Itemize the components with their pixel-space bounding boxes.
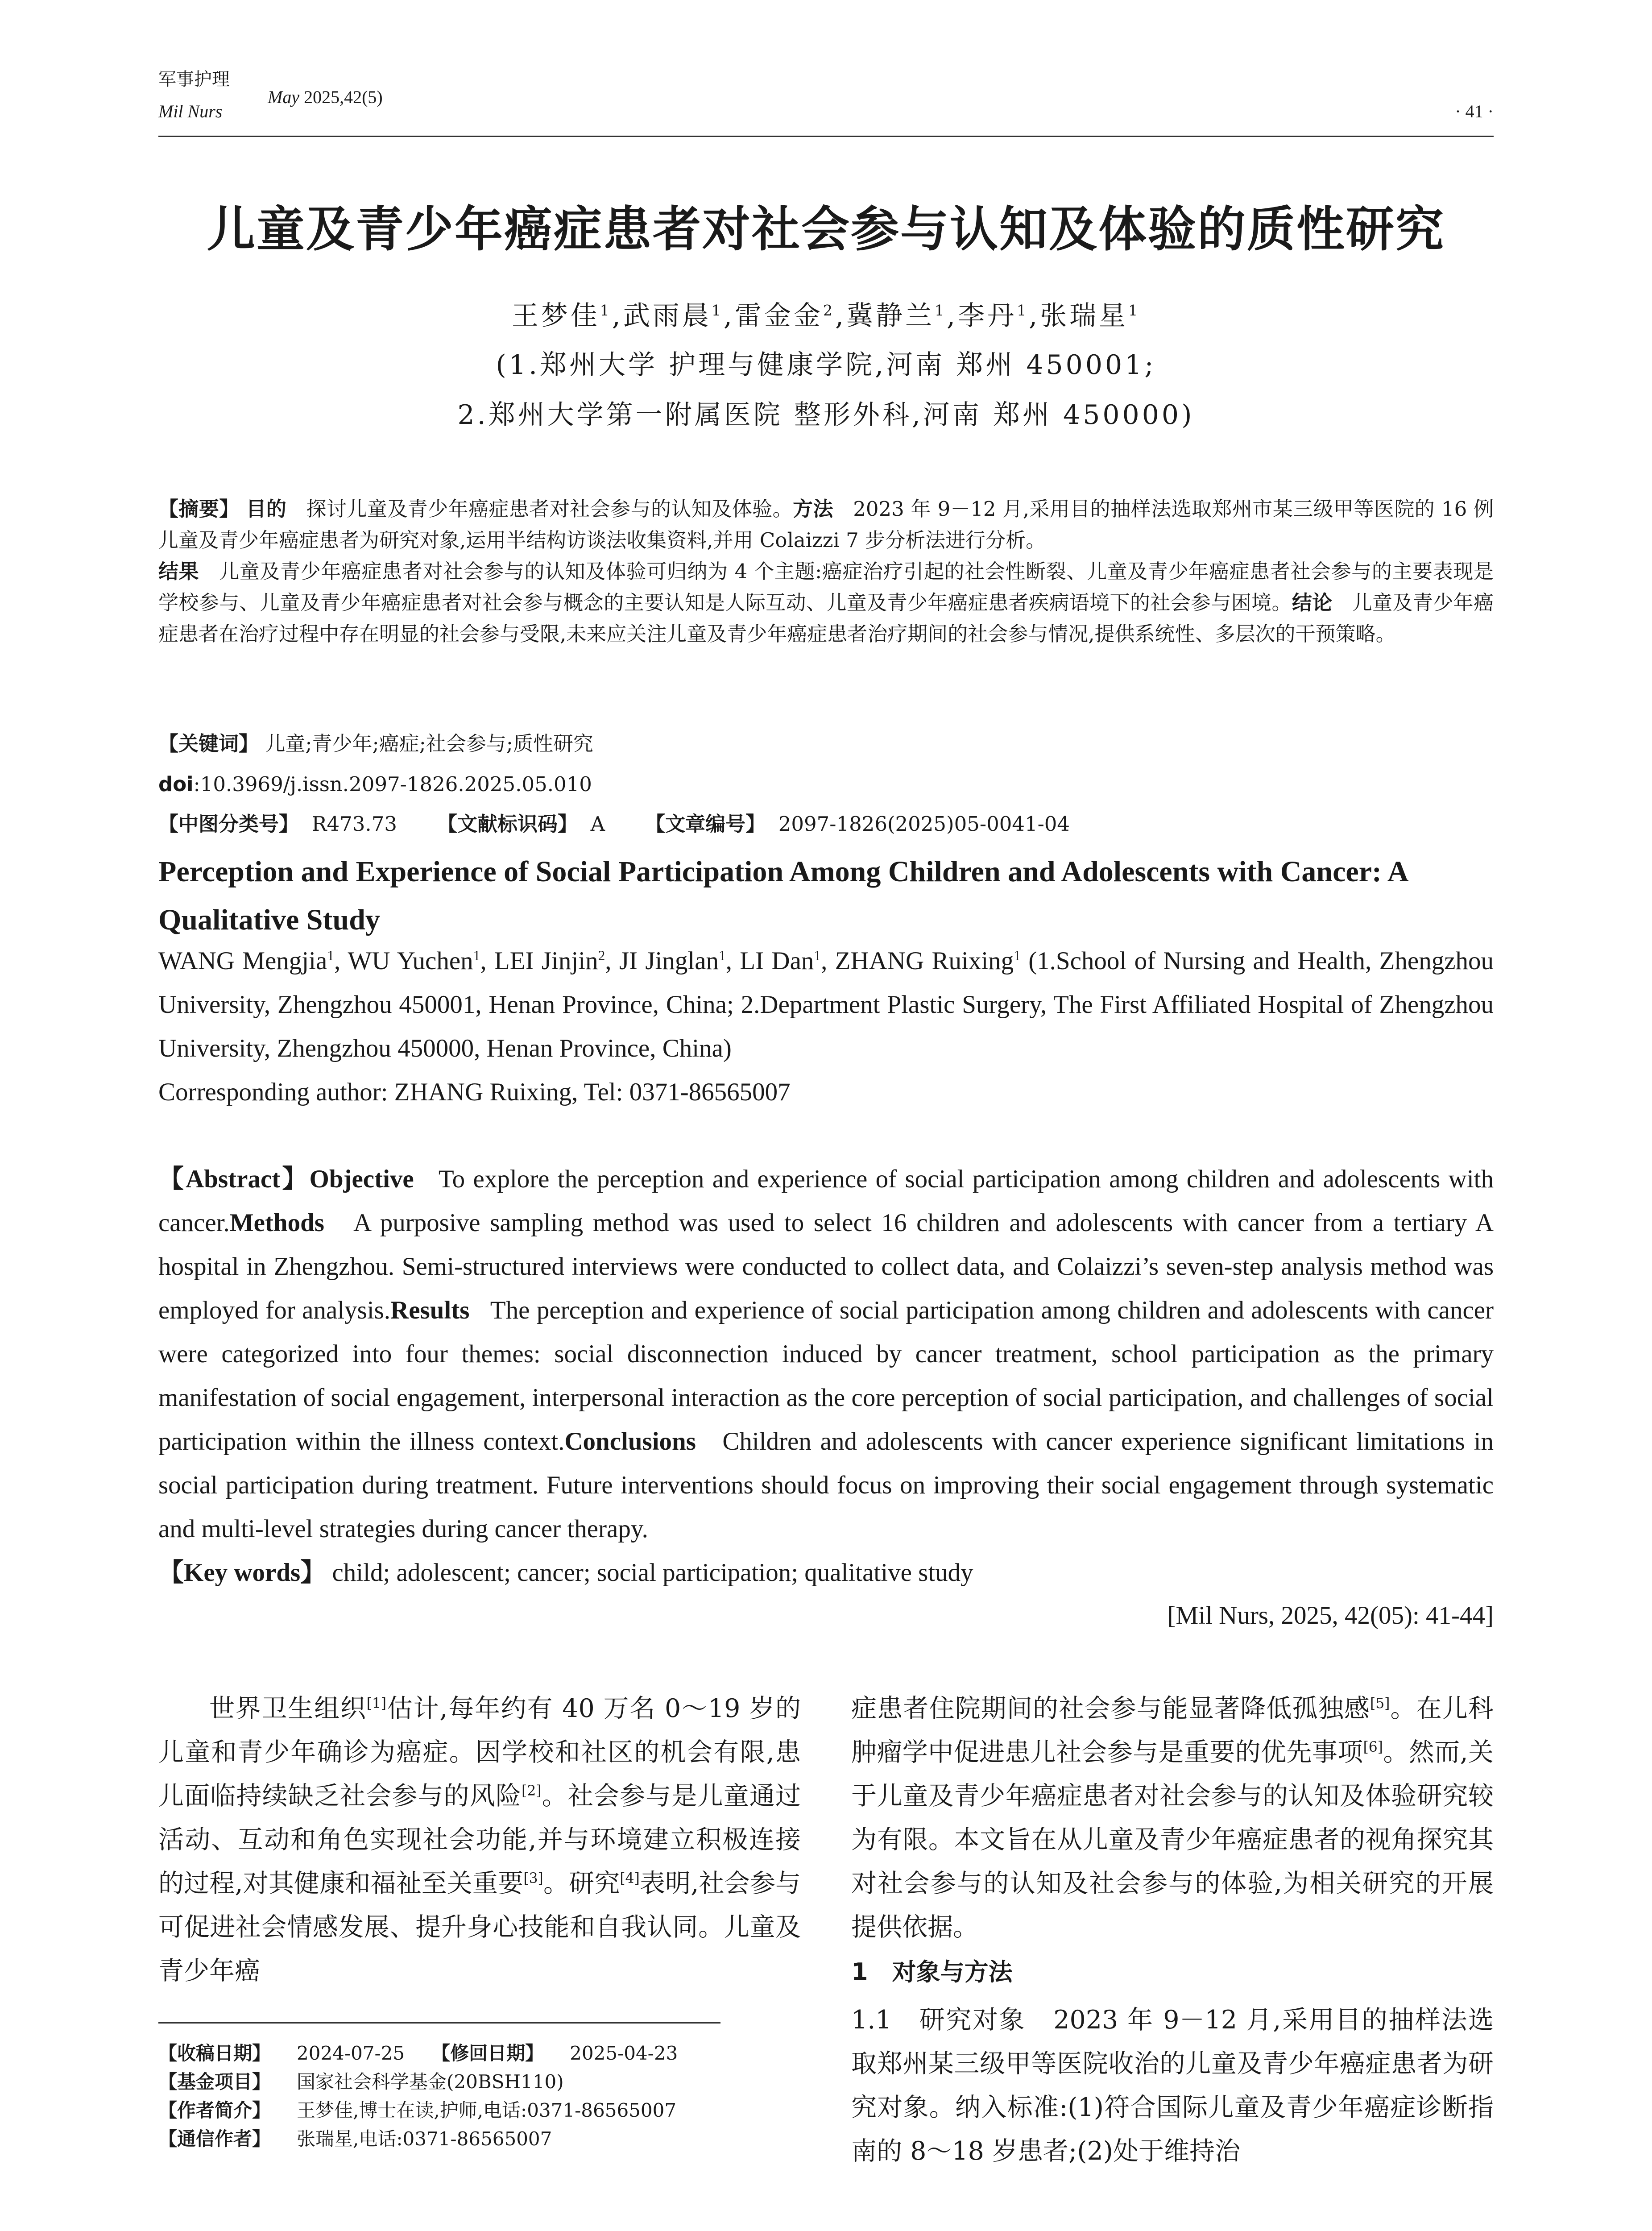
author-name: 李丹 — [958, 300, 1017, 332]
issue-info — [268, 85, 383, 110]
objective-en-label: Objective — [309, 1165, 414, 1193]
methods-en-label: Methods — [229, 1209, 324, 1237]
clc-value: R473.73 — [311, 812, 397, 836]
doi-value: :10.3969/j.issn.2097-1826.2025.05.010 — [193, 772, 592, 796]
author-en-name: WU Yuchen — [348, 947, 473, 975]
body-text: 。社会参与是儿童通过活动、互动和角色实现社会功能,并与环境建立积极连接的过程,对其健康和福祉至关重要 — [158, 1781, 801, 1898]
author-en-affiliation-mark: 1 — [719, 948, 726, 963]
author-en-name: ZHANG Ruixing — [835, 947, 1014, 975]
subsection-title: 1.1 研究对象 — [851, 2005, 1026, 2035]
body-text: 。然而,关于儿童及青少年癌症患者对社会参与的认知及体验研究较为有限。本文旨在从儿童及青少年癌症患者的视角探究其对社会参与的认知及社会参与的体验,为相关研究的开展提供依据。 — [851, 1738, 1494, 1942]
reference-mark: [2] — [522, 1783, 542, 1799]
header-rule — [158, 136, 1494, 137]
body-left-column — [158, 1687, 801, 1993]
article-number-value: 2097-1826(2025)05-0041-04 — [778, 812, 1070, 836]
keywords-value: 儿童;青少年;癌症;社会参与;质性研究 — [265, 732, 593, 755]
article-number-label: 【文章编号】 — [645, 812, 766, 836]
conclusion-label: 结论 — [1292, 591, 1333, 614]
results-text: 儿童及青少年癌症患者对社会参与的认知及体验可归纳为 4 个主题:癌症治疗引起的社会性断裂、儿童及青少年癌症患者社会参与的主要表现是学校参与、儿童及青少年癌症患者对社会参与概念的主要认知是人际互动、儿童及青少年癌症患者疾病语境下的社会参与困境。 — [158, 560, 1494, 614]
subsection-text: 2023 年 9－12 月,采用目的抽样法选取郑州某三级甲等医院收治的儿童及青少年癌症患者为研究对象。纳入标准:(1)符合国际儿童及青少年癌症诊断指南的 8～18 岁患者;(2)处于维持治 — [851, 2005, 1494, 2166]
results-en-text: The perception and experience of social participation among children and adolescents with cancer were categorized into four themes: social disconnection induced by cancer treatment, school participation as the primary manifestation of social engagement, interpersonal interaction as the core perception of social participation, and challenges of social participation within the illness context. — [158, 1296, 1494, 1456]
author-affiliation-mark: 1 — [935, 302, 947, 319]
author-en-name: LI Dan — [740, 947, 814, 975]
author-affiliation-mark: 1 — [1017, 302, 1029, 319]
keywords-en — [158, 1551, 1494, 1595]
author-en-affiliation-mark: 1 — [473, 948, 480, 963]
body-text: 。在儿科肿瘤学中促进患儿社会参与是重要的优先事项 — [851, 1694, 1494, 1767]
author-name: 冀静兰 — [846, 300, 935, 332]
author-affiliation-mark: 1 — [600, 302, 612, 319]
author-bio-value: 王梦佳,博士在读,护师,电话:0371-86565007 — [297, 2099, 677, 2121]
reference-mark: [6] — [1363, 1739, 1383, 1755]
section-heading: 1 对象与方法 — [851, 1958, 1013, 1986]
doc-code-label: 【文献标识码】 — [437, 812, 578, 836]
conclusion-text: 儿童及青少年癌症患者在治疗过程中存在明显的社会参与受限,未来应关注儿童及青少年癌症患者治疗期间的社会参与情况,提供系统性、多层次的干预策略。 — [158, 591, 1494, 646]
revised-date: 2025-04-23 — [570, 2042, 678, 2064]
english-author-names: WANG Mengjia$^1$, WU Yuchen$^1$, LEI Jinjin$^2$, JI Jinglan$^1$, LI Dan$^1$, ZHANG Ruixing$^1$ — [158, 947, 1021, 975]
author-en-affiliation-mark: 1 — [814, 948, 821, 963]
body-text: 世界卫生组织 — [209, 1694, 367, 1723]
results-label: 结果 — [158, 560, 199, 583]
citation: [Mil Nurs, 2025, 42(05): 41-44] — [1167, 1601, 1494, 1630]
footnote-fund — [158, 2068, 678, 2096]
author-name: 武雨晨 — [623, 300, 712, 332]
abstract-label: 【摘要】 — [158, 497, 240, 521]
abstract-en — [158, 1157, 1494, 1551]
clc-label: 【中图分类号】 — [158, 812, 299, 836]
doi — [158, 769, 1494, 800]
author-en-name: JI Jinglan — [619, 947, 719, 975]
journal-name: 军事护理 — [158, 69, 230, 90]
footnote-corresponding — [158, 2125, 678, 2153]
english-authors — [158, 939, 1494, 1114]
objective-text: 探讨儿童及青少年癌症患者对社会参与的认知及体验。 — [306, 497, 793, 521]
footnote-author — [158, 2096, 678, 2125]
subsection-paragraph — [851, 1998, 1494, 2173]
author-en-affiliation-mark: 1 — [327, 948, 334, 963]
received-label: 【收稿日期】 — [158, 2042, 271, 2064]
conclusions-en-text: Children and adolescents with cancer experience significant limitations in social participation during treatment. Future interventions should focus on improving their social engagement through systematic and multi-level strategies during cancer therapy. — [158, 1427, 1494, 1543]
reference-mark: [3] — [523, 1870, 543, 1887]
issue-volume: 2025,42(5) — [304, 87, 383, 107]
objective-label: 目的 — [246, 497, 287, 521]
results-en-label: Results — [390, 1296, 470, 1324]
page-number: · 41 · — [1455, 101, 1494, 121]
keywords-cn — [158, 728, 1494, 759]
author-en-name: WANG Mengjia — [158, 947, 327, 975]
footnote-rule — [158, 2022, 720, 2024]
methods-en-text: A purposive sampling method was used to select 16 children and adolescents with cancer from a tertiary A hospital in Zhengzhou. Semi-structured interviews were conducted to collect data, and Colaizzi’s seven-step analysis method was employed for analysis. — [158, 1209, 1494, 1324]
author-en-affiliation-mark: 1 — [1014, 948, 1021, 963]
author-en-affiliation-mark: 2 — [598, 948, 605, 963]
affiliation-2: 2.郑州大学第一附属医院 整形外科,河南 郑州 450000) — [457, 399, 1195, 431]
author-list: 王梦佳$^1$,武雨晨$^1$,雷金金$^2$,冀静兰$^1$,李丹$^1$,张瑞星$^1$ — [511, 300, 1141, 332]
body-text: 症患者住院期间的社会参与能显著降低孤独感 — [851, 1694, 1370, 1723]
body-text: 表明,社会参与可促进社会情感发展、提升身心技能和自我认同。儿童及青少年癌 — [158, 1869, 801, 1986]
corresponding-label: 【通信作者】 — [158, 2128, 271, 2150]
objective-en-text: To explore the perception and experience of social participation among children and adolescents with cancer. — [158, 1165, 1494, 1237]
english-affiliations: (1.School of Nursing and Health, Zhengzhou University, Zhengzhou 450001, Henan Province, China; 2.Department Plastic Surgery, The First Affiliated Hospital of Zhengzhou University, Zhengzhou 450000, Henan Province, China) — [158, 947, 1494, 1062]
keywords-label: 【关键词】 — [158, 732, 259, 755]
author-name: 雷金金 — [734, 300, 823, 332]
author-name: 张瑞星 — [1040, 300, 1129, 332]
methods-label: 方法 — [793, 497, 833, 521]
reference-mark: [1] — [366, 1696, 387, 1712]
author-affiliation-mark: 1 — [1128, 302, 1141, 319]
classification — [158, 809, 1494, 840]
corresponding-value: 张瑞星,电话:0371-86565007 — [297, 2128, 552, 2150]
conclusions-en-label: Conclusions — [564, 1427, 696, 1456]
affiliation-1: (1.郑州大学 护理与健康学院,河南 郑州 450001; — [496, 349, 1156, 381]
received-date: 2024-07-25 — [297, 2042, 405, 2064]
english-title: Perception and Experience of Social Participation Among Children and Adolescents with Cancer: A Qualitative Study — [158, 855, 1407, 936]
doc-code-value: A — [590, 812, 605, 836]
revised-label: 【修回日期】 — [431, 2042, 544, 2064]
footnote-dates — [158, 2039, 678, 2068]
body-right-column — [851, 1687, 1494, 1949]
article-title: 儿童及青少年癌症患者对社会参与认知及体验的质性研究 — [207, 202, 1445, 257]
keywords-en-value: child; adolescent; cancer; social participation; qualitative study — [332, 1559, 973, 1587]
abstract-en-label: 【Abstract】 — [158, 1165, 310, 1193]
author-affiliation-mark: 2 — [823, 302, 835, 319]
author-bio-label: 【作者简介】 — [158, 2099, 271, 2121]
author-affiliation-mark: 1 — [711, 302, 724, 319]
doi-label: doi — [158, 772, 194, 796]
keywords-en-label: 【Key words】 — [158, 1559, 326, 1587]
fund-value: 国家社会科学基金(20BSH110) — [297, 2071, 564, 2093]
reference-mark: [5] — [1370, 1696, 1390, 1712]
body-text: 。研究 — [543, 1869, 620, 1898]
author-name: 王梦佳 — [511, 300, 600, 332]
footnotes — [158, 2039, 678, 2153]
journal-abbreviation: Mil Nurs — [158, 101, 223, 121]
abstract-cn — [158, 493, 1494, 650]
author-en-name: LEI Jinjin — [494, 947, 598, 975]
issue-month: May — [268, 87, 300, 107]
methods-text: 2023 年 9－12 月,采用目的抽样法选取郑州市某三级甲等医院的 16 例儿童及青少年癌症患者为研究对象,运用半结构访谈法收集资料,并用 Colaizzi 7 步分析法进行分析。 — [158, 497, 1494, 552]
corresponding-author: Corresponding author: ZHANG Ruixing, Tel: 0371-86565007 — [158, 1078, 791, 1106]
body-text: 估计,每年约有 40 万名 0～19 岁的儿童和青少年确诊为癌症。因学校和社区的机会有限,患儿面临持续缺乏社会参与的风险 — [158, 1694, 801, 1811]
reference-mark: [4] — [620, 1870, 640, 1887]
fund-label: 【基金项目】 — [158, 2071, 271, 2093]
